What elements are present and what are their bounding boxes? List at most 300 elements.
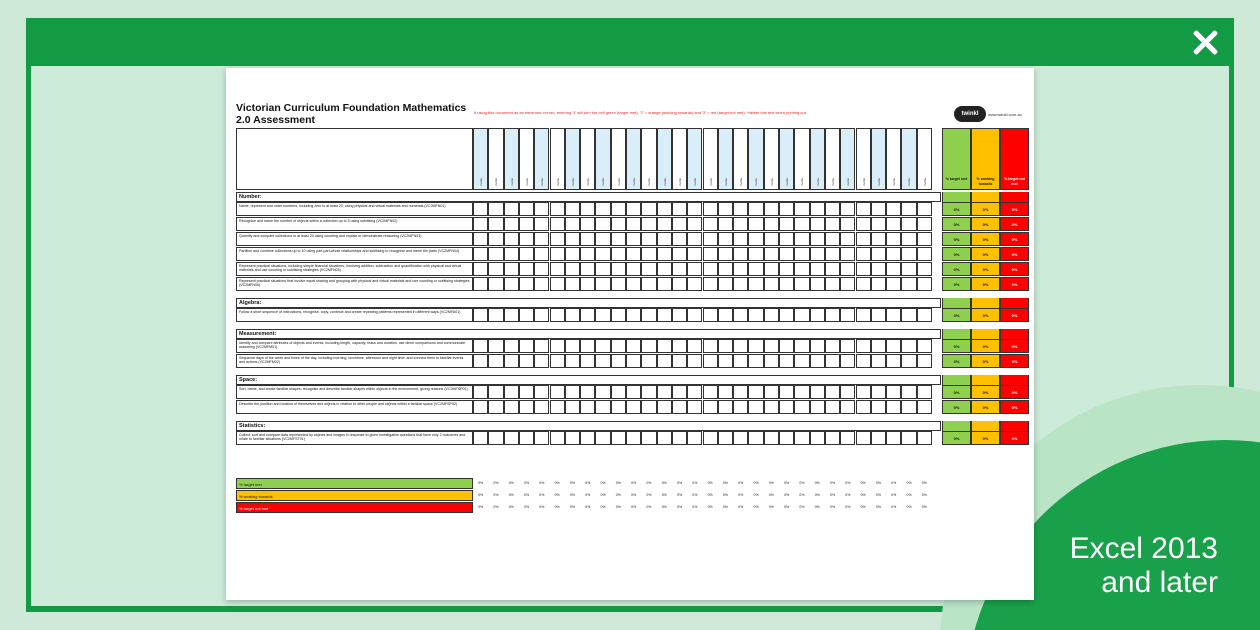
assessment-cell[interactable]	[794, 277, 809, 291]
assessment-cell[interactable]	[794, 339, 809, 353]
assessment-cell[interactable]	[718, 217, 733, 231]
assessment-cell[interactable]	[488, 385, 503, 399]
assessment-cell[interactable]	[657, 400, 672, 414]
assessment-cell[interactable]	[871, 247, 886, 261]
assessment-cell[interactable]	[657, 308, 672, 322]
student-name-header[interactable]	[504, 128, 519, 190]
assessment-cell[interactable]	[871, 308, 886, 322]
assessment-cell[interactable]	[856, 354, 871, 368]
assessment-cell[interactable]	[565, 247, 580, 261]
assessment-cell[interactable]	[595, 354, 610, 368]
assessment-cell[interactable]	[657, 354, 672, 368]
assessment-cell[interactable]	[703, 247, 718, 261]
assessment-cell[interactable]	[733, 385, 748, 399]
assessment-cell[interactable]	[718, 354, 733, 368]
assessment-cell[interactable]	[825, 339, 840, 353]
assessment-cell[interactable]	[810, 247, 825, 261]
assessment-cell[interactable]	[733, 339, 748, 353]
assessment-cell[interactable]	[504, 232, 519, 246]
assessment-cell[interactable]	[856, 217, 871, 231]
assessment-cell[interactable]	[718, 431, 733, 445]
assessment-cell[interactable]	[748, 385, 763, 399]
assessment-cell[interactable]	[611, 247, 626, 261]
assessment-cell[interactable]	[687, 262, 702, 276]
assessment-cell[interactable]	[565, 431, 580, 445]
assessment-cell[interactable]	[641, 431, 656, 445]
assessment-cell[interactable]	[901, 354, 916, 368]
assessment-cell[interactable]	[672, 202, 687, 216]
assessment-cell[interactable]	[534, 277, 549, 291]
assessment-cell[interactable]	[917, 277, 932, 291]
assessment-cell[interactable]	[764, 431, 779, 445]
assessment-cell[interactable]	[917, 339, 932, 353]
assessment-cell[interactable]	[565, 217, 580, 231]
assessment-cell[interactable]	[886, 354, 901, 368]
assessment-cell[interactable]	[810, 277, 825, 291]
assessment-cell[interactable]	[504, 247, 519, 261]
student-name-header[interactable]	[810, 128, 825, 190]
assessment-cell[interactable]	[595, 385, 610, 399]
assessment-cell[interactable]	[595, 247, 610, 261]
assessment-cell[interactable]	[580, 431, 595, 445]
assessment-cell[interactable]	[488, 277, 503, 291]
assessment-cell[interactable]	[672, 385, 687, 399]
assessment-cell[interactable]	[764, 277, 779, 291]
student-name-header[interactable]	[657, 128, 672, 190]
assessment-cell[interactable]	[840, 247, 855, 261]
assessment-cell[interactable]	[657, 277, 672, 291]
assessment-cell[interactable]	[672, 339, 687, 353]
assessment-cell[interactable]	[519, 400, 534, 414]
assessment-cell[interactable]	[779, 431, 794, 445]
assessment-cell[interactable]	[901, 262, 916, 276]
assessment-cell[interactable]	[718, 247, 733, 261]
assessment-cell[interactable]	[917, 247, 932, 261]
assessment-cell[interactable]	[657, 202, 672, 216]
assessment-cell[interactable]	[641, 339, 656, 353]
assessment-cell[interactable]	[473, 308, 488, 322]
assessment-cell[interactable]	[871, 277, 886, 291]
assessment-cell[interactable]	[748, 262, 763, 276]
assessment-cell[interactable]	[718, 277, 733, 291]
assessment-cell[interactable]	[657, 339, 672, 353]
assessment-cell[interactable]	[519, 431, 534, 445]
assessment-cell[interactable]	[794, 400, 809, 414]
assessment-cell[interactable]	[672, 247, 687, 261]
assessment-cell[interactable]	[504, 385, 519, 399]
assessment-cell[interactable]	[672, 308, 687, 322]
assessment-cell[interactable]	[856, 247, 871, 261]
assessment-cell[interactable]	[672, 217, 687, 231]
assessment-cell[interactable]	[534, 247, 549, 261]
assessment-cell[interactable]	[703, 262, 718, 276]
assessment-cell[interactable]	[550, 202, 565, 216]
assessment-cell[interactable]	[488, 247, 503, 261]
assessment-cell[interactable]	[565, 385, 580, 399]
assessment-cell[interactable]	[871, 232, 886, 246]
assessment-cell[interactable]	[519, 308, 534, 322]
assessment-cell[interactable]	[626, 385, 641, 399]
assessment-cell[interactable]	[810, 308, 825, 322]
assessment-cell[interactable]	[901, 217, 916, 231]
assessment-cell[interactable]	[626, 232, 641, 246]
assessment-cell[interactable]	[519, 232, 534, 246]
assessment-cell[interactable]	[840, 354, 855, 368]
student-name-header[interactable]	[519, 128, 534, 190]
assessment-cell[interactable]	[856, 232, 871, 246]
assessment-cell[interactable]	[779, 202, 794, 216]
assessment-cell[interactable]	[504, 339, 519, 353]
assessment-cell[interactable]	[534, 339, 549, 353]
assessment-cell[interactable]	[687, 431, 702, 445]
assessment-cell[interactable]	[718, 339, 733, 353]
assessment-cell[interactable]	[580, 400, 595, 414]
assessment-cell[interactable]	[687, 217, 702, 231]
assessment-cell[interactable]	[840, 277, 855, 291]
assessment-cell[interactable]	[580, 247, 595, 261]
assessment-cell[interactable]	[611, 217, 626, 231]
assessment-cell[interactable]	[611, 232, 626, 246]
student-name-header[interactable]	[917, 128, 932, 190]
assessment-cell[interactable]	[779, 339, 794, 353]
assessment-cell[interactable]	[764, 232, 779, 246]
assessment-cell[interactable]	[504, 262, 519, 276]
assessment-cell[interactable]	[641, 354, 656, 368]
assessment-cell[interactable]	[718, 400, 733, 414]
assessment-cell[interactable]	[748, 217, 763, 231]
assessment-cell[interactable]	[534, 400, 549, 414]
assessment-cell[interactable]	[810, 431, 825, 445]
assessment-cell[interactable]	[856, 202, 871, 216]
assessment-cell[interactable]	[810, 400, 825, 414]
assessment-cell[interactable]	[856, 339, 871, 353]
student-name-header[interactable]	[871, 128, 886, 190]
assessment-cell[interactable]	[504, 217, 519, 231]
student-name-header[interactable]	[672, 128, 687, 190]
assessment-cell[interactable]	[764, 339, 779, 353]
assessment-cell[interactable]	[810, 385, 825, 399]
assessment-cell[interactable]	[703, 232, 718, 246]
assessment-cell[interactable]	[641, 262, 656, 276]
assessment-cell[interactable]	[840, 232, 855, 246]
assessment-cell[interactable]	[595, 202, 610, 216]
student-name-header[interactable]	[733, 128, 748, 190]
assessment-cell[interactable]	[565, 262, 580, 276]
student-name-header[interactable]	[779, 128, 794, 190]
assessment-cell[interactable]	[595, 431, 610, 445]
assessment-cell[interactable]	[794, 217, 809, 231]
assessment-cell[interactable]	[886, 247, 901, 261]
assessment-cell[interactable]	[580, 217, 595, 231]
assessment-cell[interactable]	[871, 217, 886, 231]
assessment-cell[interactable]	[871, 339, 886, 353]
assessment-cell[interactable]	[488, 217, 503, 231]
assessment-cell[interactable]	[840, 202, 855, 216]
assessment-cell[interactable]	[748, 247, 763, 261]
assessment-cell[interactable]	[534, 354, 549, 368]
assessment-cell[interactable]	[748, 354, 763, 368]
assessment-cell[interactable]	[550, 217, 565, 231]
assessment-cell[interactable]	[779, 354, 794, 368]
assessment-cell[interactable]	[901, 400, 916, 414]
assessment-cell[interactable]	[519, 262, 534, 276]
assessment-cell[interactable]	[519, 385, 534, 399]
assessment-cell[interactable]	[871, 385, 886, 399]
assessment-cell[interactable]	[611, 354, 626, 368]
assessment-cell[interactable]	[703, 354, 718, 368]
assessment-cell[interactable]	[825, 202, 840, 216]
assessment-cell[interactable]	[748, 431, 763, 445]
student-name-header[interactable]	[886, 128, 901, 190]
assessment-cell[interactable]	[901, 202, 916, 216]
assessment-cell[interactable]	[687, 308, 702, 322]
assessment-cell[interactable]	[886, 277, 901, 291]
assessment-cell[interactable]	[886, 339, 901, 353]
assessment-cell[interactable]	[473, 431, 488, 445]
student-name-header[interactable]	[565, 128, 580, 190]
assessment-cell[interactable]	[917, 308, 932, 322]
assessment-cell[interactable]	[764, 354, 779, 368]
assessment-cell[interactable]	[748, 308, 763, 322]
assessment-cell[interactable]	[825, 431, 840, 445]
assessment-cell[interactable]	[565, 400, 580, 414]
assessment-cell[interactable]	[917, 354, 932, 368]
assessment-cell[interactable]	[611, 202, 626, 216]
assessment-cell[interactable]	[534, 217, 549, 231]
student-name-header[interactable]	[550, 128, 565, 190]
assessment-cell[interactable]	[718, 385, 733, 399]
student-name-header[interactable]	[534, 128, 549, 190]
assessment-cell[interactable]	[886, 217, 901, 231]
assessment-cell[interactable]	[550, 262, 565, 276]
assessment-cell[interactable]	[580, 339, 595, 353]
assessment-cell[interactable]	[473, 277, 488, 291]
assessment-cell[interactable]	[611, 385, 626, 399]
assessment-cell[interactable]	[641, 385, 656, 399]
assessment-cell[interactable]	[595, 262, 610, 276]
assessment-cell[interactable]	[687, 247, 702, 261]
assessment-cell[interactable]	[580, 232, 595, 246]
assessment-cell[interactable]	[794, 247, 809, 261]
assessment-cell[interactable]	[779, 262, 794, 276]
assessment-cell[interactable]	[488, 308, 503, 322]
assessment-cell[interactable]	[611, 262, 626, 276]
assessment-cell[interactable]	[733, 354, 748, 368]
assessment-cell[interactable]	[856, 308, 871, 322]
assessment-cell[interactable]	[886, 202, 901, 216]
student-name-header[interactable]	[703, 128, 718, 190]
student-name-header[interactable]	[825, 128, 840, 190]
assessment-cell[interactable]	[504, 202, 519, 216]
assessment-cell[interactable]	[917, 202, 932, 216]
assessment-cell[interactable]	[779, 385, 794, 399]
assessment-cell[interactable]	[626, 400, 641, 414]
assessment-cell[interactable]	[779, 277, 794, 291]
assessment-cell[interactable]	[794, 431, 809, 445]
assessment-cell[interactable]	[641, 277, 656, 291]
assessment-cell[interactable]	[595, 308, 610, 322]
assessment-cell[interactable]	[779, 308, 794, 322]
assessment-cell[interactable]	[825, 262, 840, 276]
assessment-cell[interactable]	[764, 308, 779, 322]
assessment-cell[interactable]	[534, 202, 549, 216]
assessment-cell[interactable]	[748, 277, 763, 291]
assessment-cell[interactable]	[886, 400, 901, 414]
assessment-cell[interactable]	[703, 385, 718, 399]
assessment-cell[interactable]	[550, 339, 565, 353]
student-name-header[interactable]	[611, 128, 626, 190]
assessment-cell[interactable]	[534, 385, 549, 399]
assessment-cell[interactable]	[825, 247, 840, 261]
assessment-cell[interactable]	[703, 217, 718, 231]
assessment-cell[interactable]	[810, 262, 825, 276]
assessment-cell[interactable]	[764, 202, 779, 216]
assessment-cell[interactable]	[550, 247, 565, 261]
assessment-cell[interactable]	[580, 202, 595, 216]
assessment-cell[interactable]	[580, 385, 595, 399]
assessment-cell[interactable]	[687, 339, 702, 353]
assessment-cell[interactable]	[733, 431, 748, 445]
assessment-cell[interactable]	[473, 339, 488, 353]
assessment-cell[interactable]	[488, 202, 503, 216]
assessment-cell[interactable]	[901, 232, 916, 246]
student-name-header[interactable]	[794, 128, 809, 190]
assessment-cell[interactable]	[733, 247, 748, 261]
assessment-cell[interactable]	[626, 202, 641, 216]
assessment-cell[interactable]	[810, 339, 825, 353]
assessment-cell[interactable]	[886, 262, 901, 276]
assessment-cell[interactable]	[840, 262, 855, 276]
assessment-cell[interactable]	[550, 277, 565, 291]
assessment-cell[interactable]	[595, 277, 610, 291]
assessment-cell[interactable]	[718, 308, 733, 322]
student-name-header[interactable]	[488, 128, 503, 190]
assessment-cell[interactable]	[856, 262, 871, 276]
assessment-cell[interactable]	[473, 262, 488, 276]
student-name-header[interactable]	[473, 128, 488, 190]
assessment-cell[interactable]	[519, 202, 534, 216]
assessment-cell[interactable]	[657, 232, 672, 246]
assessment-cell[interactable]	[917, 232, 932, 246]
assessment-cell[interactable]	[794, 232, 809, 246]
assessment-cell[interactable]	[488, 262, 503, 276]
assessment-cell[interactable]	[626, 247, 641, 261]
assessment-cell[interactable]	[764, 217, 779, 231]
assessment-cell[interactable]	[856, 277, 871, 291]
assessment-cell[interactable]	[504, 400, 519, 414]
assessment-cell[interactable]	[703, 277, 718, 291]
assessment-cell[interactable]	[519, 339, 534, 353]
assessment-cell[interactable]	[703, 339, 718, 353]
assessment-cell[interactable]	[794, 354, 809, 368]
assessment-cell[interactable]	[840, 385, 855, 399]
assessment-cell[interactable]	[641, 202, 656, 216]
assessment-cell[interactable]	[748, 339, 763, 353]
assessment-cell[interactable]	[534, 431, 549, 445]
student-name-header[interactable]	[840, 128, 855, 190]
assessment-cell[interactable]	[886, 385, 901, 399]
assessment-cell[interactable]	[565, 232, 580, 246]
assessment-cell[interactable]	[641, 247, 656, 261]
assessment-cell[interactable]	[917, 385, 932, 399]
assessment-cell[interactable]	[703, 400, 718, 414]
assessment-cell[interactable]	[794, 262, 809, 276]
assessment-cell[interactable]	[901, 247, 916, 261]
assessment-cell[interactable]	[672, 262, 687, 276]
assessment-cell[interactable]	[779, 217, 794, 231]
assessment-cell[interactable]	[687, 354, 702, 368]
assessment-cell[interactable]	[779, 247, 794, 261]
assessment-cell[interactable]	[886, 308, 901, 322]
assessment-cell[interactable]	[764, 400, 779, 414]
assessment-cell[interactable]	[856, 385, 871, 399]
assessment-cell[interactable]	[825, 232, 840, 246]
assessment-cell[interactable]	[565, 308, 580, 322]
assessment-cell[interactable]	[641, 217, 656, 231]
assessment-cell[interactable]	[871, 354, 886, 368]
student-name-header[interactable]	[626, 128, 641, 190]
assessment-cell[interactable]	[519, 217, 534, 231]
assessment-cell[interactable]	[856, 431, 871, 445]
assessment-cell[interactable]	[504, 277, 519, 291]
assessment-cell[interactable]	[580, 277, 595, 291]
assessment-cell[interactable]	[718, 202, 733, 216]
assessment-cell[interactable]	[626, 262, 641, 276]
assessment-cell[interactable]	[871, 431, 886, 445]
assessment-cell[interactable]	[840, 431, 855, 445]
assessment-cell[interactable]	[840, 217, 855, 231]
assessment-cell[interactable]	[687, 277, 702, 291]
assessment-cell[interactable]	[672, 354, 687, 368]
assessment-cell[interactable]	[687, 202, 702, 216]
assessment-cell[interactable]	[901, 308, 916, 322]
assessment-cell[interactable]	[550, 354, 565, 368]
student-name-header[interactable]	[595, 128, 610, 190]
assessment-cell[interactable]	[626, 354, 641, 368]
assessment-cell[interactable]	[840, 339, 855, 353]
assessment-cell[interactable]	[718, 232, 733, 246]
assessment-cell[interactable]	[534, 308, 549, 322]
assessment-cell[interactable]	[473, 247, 488, 261]
assessment-cell[interactable]	[703, 308, 718, 322]
assessment-cell[interactable]	[641, 400, 656, 414]
assessment-cell[interactable]	[504, 308, 519, 322]
assessment-cell[interactable]	[611, 277, 626, 291]
assessment-cell[interactable]	[641, 232, 656, 246]
assessment-cell[interactable]	[917, 262, 932, 276]
assessment-cell[interactable]	[550, 400, 565, 414]
student-name-header[interactable]	[687, 128, 702, 190]
assessment-cell[interactable]	[473, 202, 488, 216]
assessment-cell[interactable]	[473, 400, 488, 414]
assessment-cell[interactable]	[488, 232, 503, 246]
assessment-cell[interactable]	[886, 431, 901, 445]
assessment-cell[interactable]	[626, 217, 641, 231]
assessment-cell[interactable]	[611, 339, 626, 353]
assessment-cell[interactable]	[825, 400, 840, 414]
assessment-cell[interactable]	[748, 232, 763, 246]
assessment-cell[interactable]	[534, 262, 549, 276]
assessment-cell[interactable]	[504, 354, 519, 368]
assessment-cell[interactable]	[840, 308, 855, 322]
assessment-cell[interactable]	[810, 217, 825, 231]
assessment-cell[interactable]	[550, 431, 565, 445]
close-icon[interactable]	[1186, 24, 1224, 62]
assessment-cell[interactable]	[611, 400, 626, 414]
assessment-cell[interactable]	[779, 232, 794, 246]
assessment-cell[interactable]	[626, 277, 641, 291]
assessment-cell[interactable]	[672, 431, 687, 445]
